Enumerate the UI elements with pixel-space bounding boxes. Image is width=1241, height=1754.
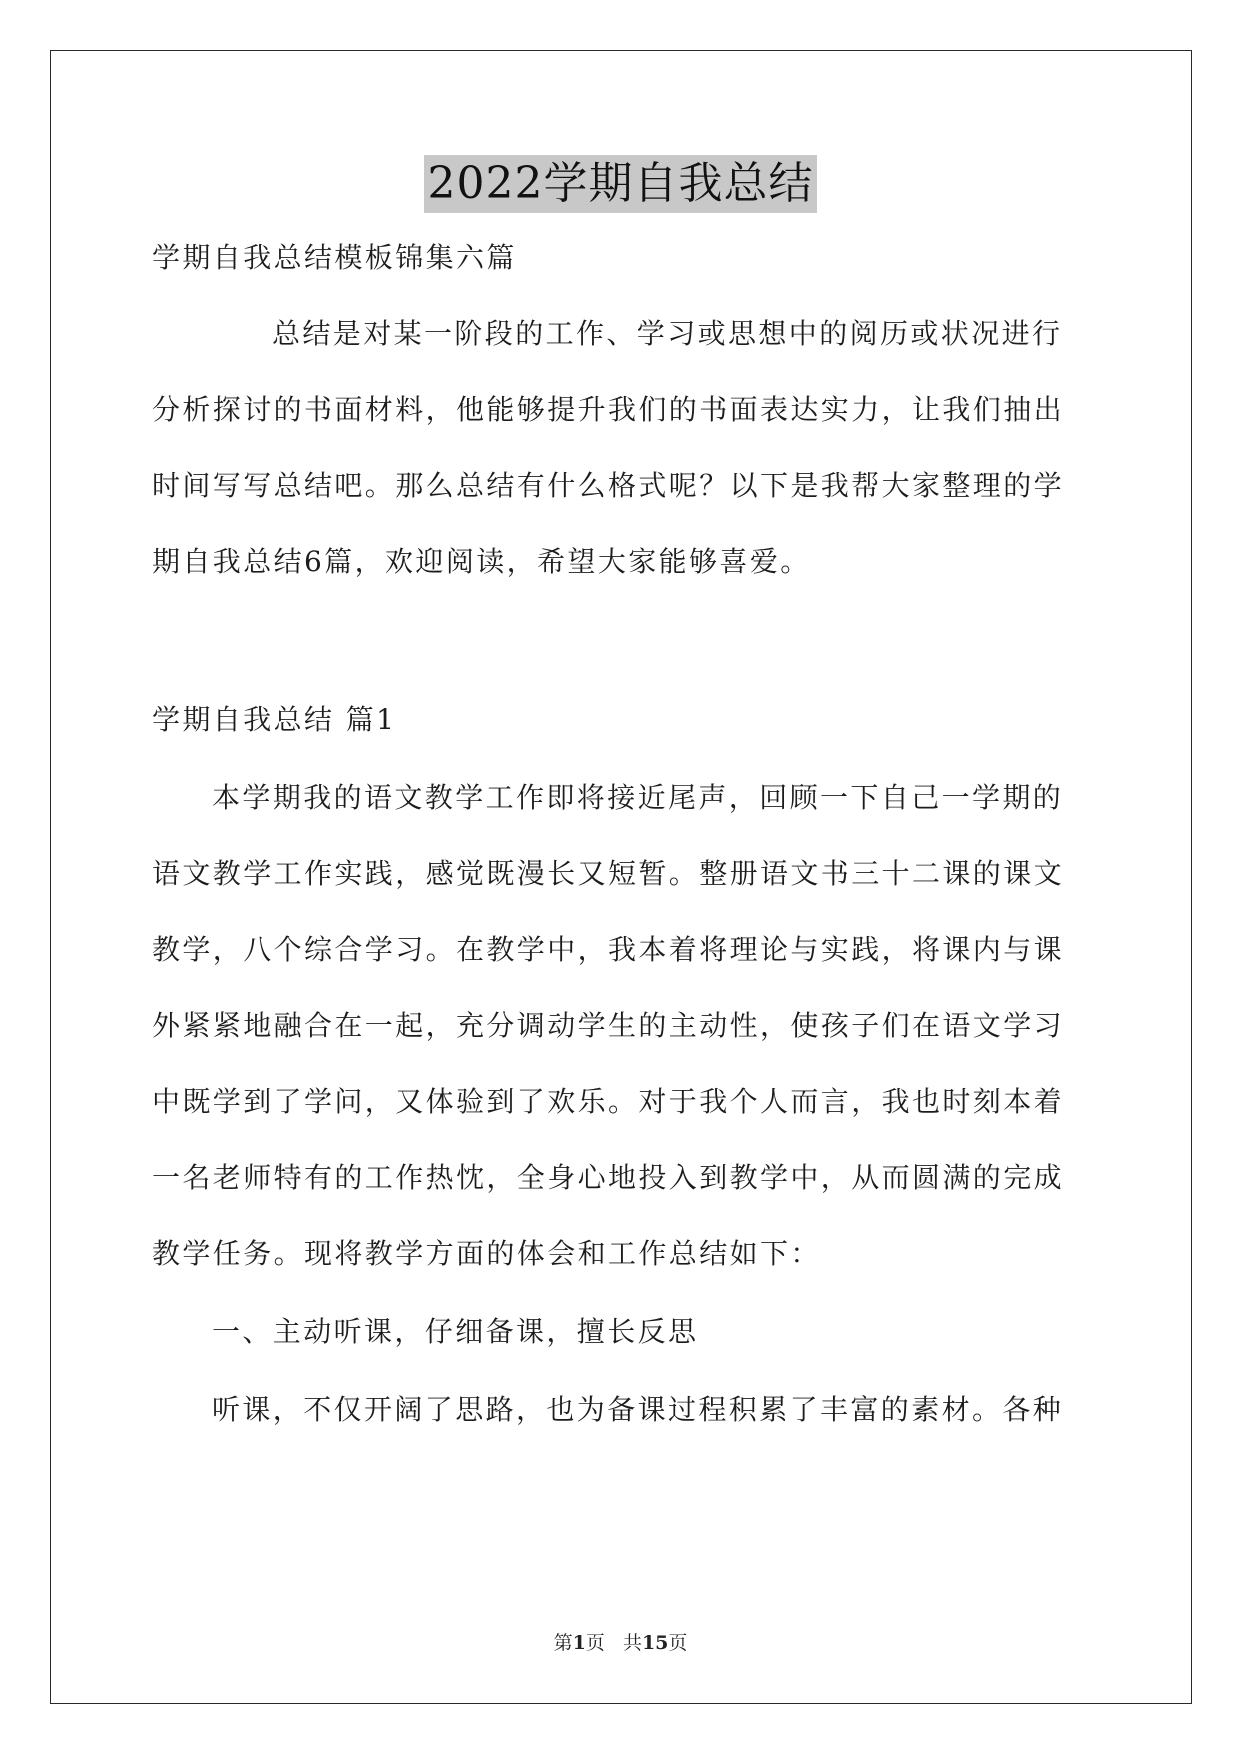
footer-page-number: 1	[572, 1632, 586, 1654]
footer-suffix: 页	[668, 1632, 688, 1654]
body-line-7: 教学任务。现将教学方面的体会和工作总结如下：	[152, 1237, 821, 1270]
title-container	[0, 155, 1241, 213]
document-title: 2022学期自我总结	[424, 155, 818, 213]
intro-line-2: 分析探讨的书面材料，他能够提升我们的书面表达实力，让我们抽出	[152, 393, 1065, 426]
footer-prefix: 第	[553, 1632, 573, 1654]
footer-middle: 页 共	[585, 1632, 642, 1654]
page-footer	[0, 1630, 1241, 1656]
document-subtitle: 学期自我总结模板锦集六篇	[152, 241, 517, 274]
body-line-1: 本学期我的语文教学工作即将接近尾声，回顾一下自己一学期的	[212, 781, 1064, 814]
body-line-3: 教学，八个综合学习。在教学中，我本着将理论与实践，将课内与课	[152, 933, 1065, 966]
point-heading: 一、主动听课，仔细备课，擅长反思	[212, 1315, 699, 1348]
body-line-6: 一名老师特有的工作热忱，全身心地投入到教学中，从而圆满的完成	[152, 1161, 1065, 1194]
intro-line-3: 时间写写总结吧。那么总结有什么格式呢？以下是我帮大家整理的学	[152, 469, 1065, 502]
body-line-8: 听课，不仅开阔了思路，也为备课过程积累了丰富的素材。各种	[212, 1393, 1064, 1426]
intro-line-1: 总结是对某一阶段的工作、学习或思想中的阅历或状况进行	[272, 317, 1063, 350]
body-line-5: 中既学到了学问，又体验到了欢乐。对于我个人而言，我也时刻本着	[152, 1085, 1065, 1118]
body-line-2: 语文教学工作实践，感觉既漫长又短暂。整册语文书三十二课的课文	[152, 857, 1065, 890]
body-line-4: 外紧紧地融合在一起，充分调动学生的主动性，使孩子们在语文学习	[152, 1009, 1065, 1042]
intro-line-4: 期自我总结6篇，欢迎阅读，希望大家能够喜爱。	[152, 545, 811, 578]
section-heading: 学期自我总结 篇1	[152, 703, 397, 736]
footer-total-pages: 15	[641, 1632, 669, 1654]
